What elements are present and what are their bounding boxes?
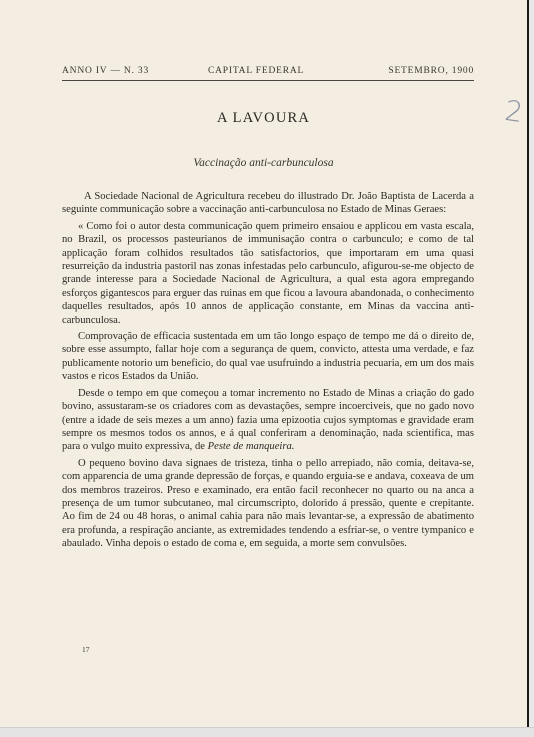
paragraph: A Sociedade Nacional de Agricultura recebeu do illustrado Dr. João Baptista de Lacerda a seguinte communicação sobre a vaccinação anti-carbunculosa no Estado de Minas Geraes: [62,191,474,216]
header-place: CAPITAL FEDERAL [208,66,305,76]
paragraph: Comprovação de efficacia sustentada em um tão longo espaço de tempo me dá o direito de, sobre esse assumpto, fallar hoje com a segurança de quem, convicto, attesta uma verdade, e faz publicamente notorio um beneficio, do qual vae usufruindo a industria pecuaria, em um dos mais vastos e ricos Estados da União. [62,331,474,383]
article-body [62,190,474,554]
paragraph-with-term [62,387,474,454]
header-rule [62,80,474,81]
handwritten-margin-note: 2 [502,93,526,130]
running-header [62,66,474,80]
paragraph: O pequeno bovino dava signaes de tristeza, tinha o pello arrepiado, não comia, deitava-se, com apparencia de uma grande depressão de forças, e quando erguia-se e andava, coxeava de um dos membros trazeiros. Preso e examinado, era então facil reconhecer no quarto ou na anca a presença de um tumor subcutaneo, mal circumscripto, dolorido á pressão, quente e crepitante. Ao fim de 24 ou 48 horas, o animal cahia para não mais levantar-se, a expressão de abatimento era profunda, a respiração anciante, as extremidades tendendo a esfriar-se, o ventre tympanico e abaulado. Vinha depois o estado de coma e, em seguida, a morte sem convulsões. [62,457,474,550]
footnote-number: 17 [82,645,90,654]
viewer-margin [529,0,534,736]
paragraph: « Como foi o autor desta communicação quem primeiro ensaiou e applicou em vasta escala, no Brazil, os processos pasteurianos de immunisação contra o carbunculo; e como de tal applicação foram colhidos resultados tão satisfactorios, que importaram em uma quasi resurreição da industria pastoril nas zonas infestadas pelo carbunculo, afigurou-se-me objecto de grande interesse para a Sociedade Nacional de Agricultura, a qual esta agora empregando esforços gigantescos para erguer das ruinas em que ficou a lavoura abandonada, o conhecimento daquelles resultados, após 10 annos de applicação constante, em Minas da vaccina anti-carbunculosa. [62,220,474,326]
paragraph-text: Desde o tempo em que começou a tomar incremento no Estado de Minas a criação do gado bovino, assustaram-se os criadores com as devastações, sempre incoerciveis, que no gado novo (entre a idade de seis mezes a um anno) fazia uma epizootia cujos symptomas e gravidade eram sempre os mesmos todos os annos, e á qual conferiram a denominação, nada scientifica, mas para o vulgo muito expressiva, de [62,387,474,453]
italic-term: Peste de manqueira. [207,441,295,453]
header-date: SETEMBRO, 1900 [388,66,474,76]
header-issue: ANNO IV — N. 33 [62,66,150,76]
page-title: A LAVOURA [216,110,311,126]
article-subtitle: Vaccinação anti-carbunculosa [193,157,334,169]
